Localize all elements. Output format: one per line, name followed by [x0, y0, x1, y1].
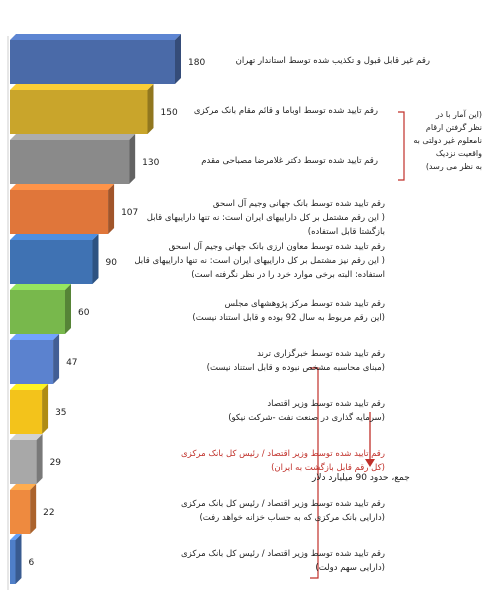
value-label: 130: [142, 158, 160, 168]
category-label-line: استفاده: البته برخی موارد خرد را در نظر نگرفته است): [191, 270, 385, 280]
note-line: به نظر می رسد): [425, 162, 482, 171]
note-line: نامعلوم غیر دولتی به: [413, 136, 482, 145]
bar: [10, 134, 135, 184]
value-label: 29: [49, 458, 62, 468]
bar-front-face: [10, 90, 148, 134]
category-label: [101, 297, 385, 325]
bar-side-face: [148, 84, 154, 134]
bar-side-face: [42, 384, 48, 434]
bar: [10, 384, 48, 434]
bar: [10, 484, 36, 534]
bar-top-face: [10, 234, 99, 240]
bar-front-face: [10, 440, 37, 484]
category-label-line: (این رقم مربوط به سال 92 بوده و قابل استناد نیست): [192, 313, 385, 323]
category-label-line: (کل رقم قابل بازگشت به ایران): [271, 463, 385, 473]
value-label: 6: [28, 558, 35, 568]
note-line: واقعیت نزدیک: [435, 149, 482, 158]
bar-side-face: [65, 284, 71, 334]
value-label: 22: [43, 508, 55, 518]
bar-side-face: [129, 134, 135, 184]
note-bracket: [398, 112, 404, 180]
value-label: 107: [121, 208, 139, 218]
bar-front-face: [10, 290, 65, 334]
category-label: [52, 547, 386, 575]
category-label-line: رقم تایید شده توسط وزیر اقتصاد / رئیس کل بانک مرکزی: [181, 449, 385, 459]
category-label: [211, 54, 430, 68]
value-label: 90: [105, 258, 117, 268]
bar-side-face: [16, 534, 22, 584]
category-label-line: (مبنای محاسبه مشخص نبوده و قابل استناد نیست): [206, 363, 385, 373]
category-label-line: رقم تایید شده توسط وزیر اقتصاد: [267, 399, 385, 409]
bar: [10, 184, 114, 234]
value-label: 47: [66, 358, 78, 368]
bar: [10, 434, 43, 484]
category-label: [184, 104, 379, 118]
category-label-line: (دارایی بانک مرکزی که به حساب خزانه خواهد رفت): [199, 513, 385, 523]
category-label-line: رقم تایید شده توسط مرکز پژوهشهای مجلس: [224, 299, 385, 309]
bar-side-face: [93, 234, 99, 284]
bar: [10, 534, 22, 584]
bar-front-face: [10, 390, 42, 434]
category-label-line: رقم غیر قابل قبول و تکذیب شده توسط استاندار تهران: [235, 56, 430, 66]
category-label: [73, 447, 385, 475]
bar-top-face: [10, 34, 181, 40]
total-annotation: جمع، حدود 90 میلیارد دلار: [312, 473, 410, 483]
bar-front-face: [10, 540, 16, 584]
category-label-line: ( این رقم مشتمل بر کل داراییهای ایران است: نه تنها داراییهای قابل بازگشتا قابل استفاده): [146, 213, 385, 237]
category-label: [165, 154, 378, 168]
bar: [10, 234, 99, 284]
bar-front-face: [10, 40, 175, 84]
bar-side-face: [53, 334, 59, 384]
category-label-line: رقم تایید شده توسط بانک جهانی وجیم آل اسحق: [212, 199, 385, 209]
bar-side-face: [108, 184, 114, 234]
value-label: 35: [55, 408, 67, 418]
category-label-line: رقم تایید شده توسط معاون ارزی بانک جهانی وجیم آل اسحق: [168, 242, 385, 252]
value-label: 180: [188, 58, 206, 68]
note-annotation: [408, 108, 482, 173]
category-label-line: رقم تایید شده توسط وزیر اقتصاد / رئیس کل بانک مرکزی: [181, 549, 385, 559]
category-label-line: رقم تایید شده توسط اوباما و قائم مقام بانک مرکزی: [193, 106, 378, 116]
category-label: [78, 397, 385, 425]
value-label: 150: [160, 108, 178, 118]
note-line: (این آمار با در: [435, 110, 482, 119]
bar-front-face: [10, 190, 108, 234]
note-line: نظر گرفتن ارقام: [425, 123, 482, 132]
bar: [10, 34, 181, 84]
category-label-line: رقم تایید شده توسط دکتر غلامرضا مصباحی مقدم: [201, 156, 378, 166]
value-label: 60: [78, 308, 90, 318]
category-label-line: ( این رقم نیز مشتمل بر کل داراییهای ایران است: نه تنها داراییهای قابل: [134, 256, 385, 266]
bar-side-face: [175, 34, 181, 84]
category-label: [144, 197, 385, 239]
bar-top-face: [10, 184, 114, 190]
bar-front-face: [10, 240, 93, 284]
bar-side-face: [37, 434, 43, 484]
category-label-line: (دارایی سهم دولت): [315, 563, 385, 573]
category-label: [89, 347, 385, 375]
bar: [10, 284, 71, 334]
bar-top-face: [10, 384, 48, 390]
bar-top-face: [10, 84, 154, 90]
bar-top-face: [10, 134, 135, 140]
category-label-line: (سرمایه گذاری در صنعت نفت -شرکت نیکو): [228, 413, 385, 423]
category-label: [66, 497, 385, 525]
bar: [10, 334, 59, 384]
category-label-line: رقم تایید شده توسط وزیر اقتصاد / رئیس کل بانک مرکزی: [181, 499, 385, 509]
bar-front-face: [10, 340, 53, 384]
bar-top-face: [10, 284, 71, 290]
bar-top-face: [10, 334, 59, 340]
bar-side-face: [30, 484, 36, 534]
bar-front-face: [10, 140, 129, 184]
bar: [10, 84, 154, 134]
bar-front-face: [10, 490, 30, 534]
category-label: [129, 240, 386, 282]
category-label-line: رقم تایید شده توسط خبرگزاری ترند: [257, 349, 385, 359]
